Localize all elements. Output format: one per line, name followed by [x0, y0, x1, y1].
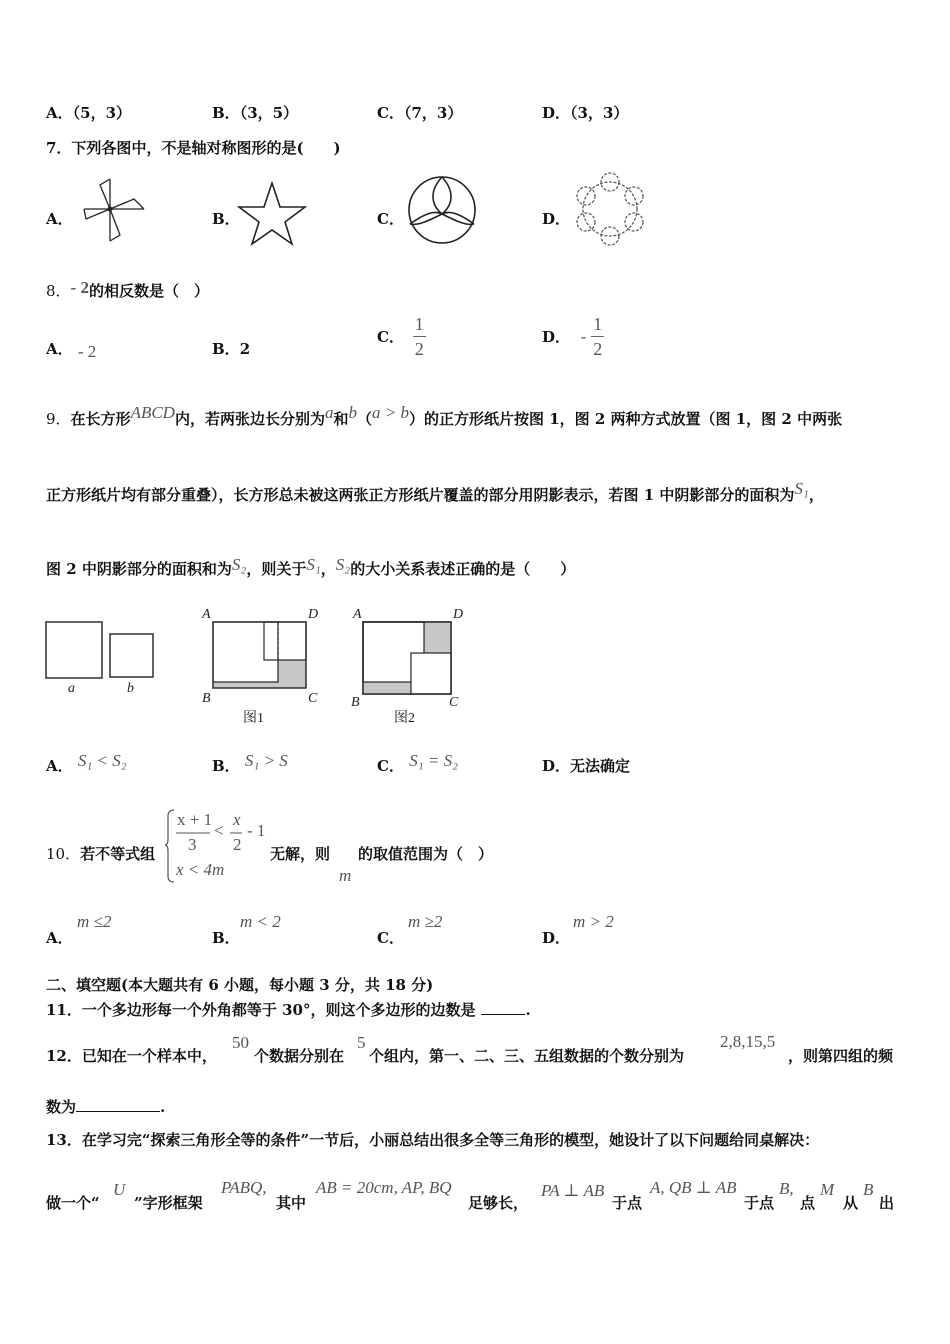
svg-text:b: b	[127, 681, 134, 696]
q13-line2-e: 于点	[612, 1194, 643, 1212]
q6-option-a: A．（5，3）	[46, 104, 132, 122]
q13-perp2: A, QB ⊥ AB	[650, 1178, 737, 1197]
q9-line1: 9．在长方形ABCD内，若两张边长分别为a和b（a > b）的正方形纸片按图 1，图 2 两种方式放置（图 1，图 2 中两张	[46, 403, 843, 428]
three-petal-circle-icon	[404, 174, 480, 246]
q7-label-c: C．	[377, 210, 404, 228]
q9-figures	[40, 600, 480, 730]
pinwheel-icon	[76, 175, 148, 245]
q13-cond: AB = 20cm, AP, BQ	[316, 1178, 452, 1197]
q10-ineq1-rden: 2	[233, 835, 242, 854]
q7-label-a: A．	[46, 210, 73, 228]
q10-stem-c: 的取值范围为（ ）	[358, 845, 494, 863]
q13-line2-g: 点	[800, 1194, 816, 1212]
q12-line1-c: 个组内，第一、二、三、五组数据的个数分别为	[369, 1047, 685, 1065]
q13-line2-b: ”字形框架	[134, 1194, 203, 1212]
q13-frame: PABQ,	[221, 1178, 267, 1197]
q10-ineq1-num: x + 1	[177, 810, 213, 829]
svg-text:图1: 图1	[243, 711, 264, 726]
q8-stem: 8．- 2的相反数是（ ）	[46, 278, 209, 300]
svg-text:图2: 图2	[394, 711, 415, 726]
q13-pb: B,	[779, 1179, 794, 1198]
q10-option-d: D．	[542, 929, 571, 947]
q6-option-d: D．（3，3）	[542, 104, 629, 122]
q9-line3: 图 2 中阴影部分的面积和为S₂，则关于S₁，S₂的大小关系表述正确的是（ ）	[46, 555, 576, 578]
q10-ineq1-rnum: x	[233, 810, 241, 829]
q13-line2-a: 做一个“	[46, 1194, 100, 1212]
q7-label-d: D．	[542, 210, 571, 228]
q10-option-b: B．	[212, 929, 240, 947]
svg-text:D: D	[308, 607, 319, 622]
q11: 11．一个多边形每一个外角都等于 30°，则这个多边形的边数是 .	[46, 1001, 531, 1019]
q10-lt: <	[214, 821, 224, 840]
q13-u: U	[113, 1180, 126, 1199]
q10-var-m: m	[339, 866, 352, 885]
q10-option-a-val: m ≤2	[77, 912, 112, 931]
svg-text:a: a	[68, 681, 75, 696]
q13-line2-h: 从	[843, 1194, 859, 1212]
q13-line2-f: 于点	[744, 1194, 775, 1212]
q6-option-c: C．（7，3）	[377, 104, 463, 122]
q10-ineq1-den: 3	[188, 835, 197, 854]
q13-perp1: PA ⊥ AB	[541, 1181, 605, 1200]
q9-figure-2	[351, 607, 463, 726]
q9-line2: 正方形纸片均有部分重叠），长方形总未被这两张正方形纸片覆盖的部分用阴影表示，若图 1 中阴影部分的面积为S₁，	[46, 479, 824, 504]
svg-text:A: A	[202, 607, 211, 622]
q12-line1-a: 12．已知在一个样本中，	[46, 1047, 217, 1065]
q12-line1-d: ，则第四组的频	[788, 1047, 894, 1065]
q8-option-b: B．2	[212, 340, 251, 358]
q10-option-b-val: m < 2	[240, 912, 281, 931]
q9-square-b	[110, 634, 153, 696]
svg-text:B: B	[351, 695, 360, 710]
q13-line2-i: 出	[879, 1194, 895, 1212]
svg-text:B: B	[202, 691, 211, 706]
q13-line2-d: 足够长，	[468, 1194, 529, 1212]
q13-line1: 13．在学习完“探索三角形全等的条件”一节后，小丽总结出很多全等三角形的模型，她设计了以下问题给同桌解决：	[46, 1131, 820, 1149]
q8-option-d: D． - $\frac{1}{2}$	[542, 314, 603, 359]
q10-minus1: - 1	[247, 821, 266, 840]
q9-figure-1	[201, 607, 318, 726]
q10-option-c-val: m ≥2	[408, 912, 443, 931]
q10-option-c: C．	[377, 929, 404, 947]
q12-n: 50	[232, 1033, 249, 1052]
svg-text:C: C	[449, 695, 459, 710]
q7-stem: 7．下列各图中，不是轴对称图形的是( )	[46, 139, 341, 157]
q7-label-b: B．	[212, 210, 240, 228]
q12-line2: 数为 .	[46, 1098, 166, 1116]
q9-square-a	[46, 622, 102, 696]
q12-list: 2,8,15,5	[720, 1032, 776, 1051]
q6-option-b: B．（3，5）	[212, 104, 299, 122]
q8-option-c: C． $\frac{1}{2}$	[377, 314, 424, 359]
q13-pm: M	[820, 1180, 835, 1199]
flower-ring-icon	[570, 170, 650, 248]
q8-option-a: A． - 2	[46, 340, 97, 361]
q10-ineq2: x < 4m	[176, 860, 225, 879]
svg-text:A: A	[353, 607, 362, 622]
q10-option-d-val: m > 2	[573, 912, 614, 931]
svg-text:D: D	[453, 607, 464, 622]
section-2-title: 二、填空题(本大题共有 6 小题，每小题 3 分，共 18 分)	[46, 976, 434, 994]
q12-line1-b: 个数据分别在	[254, 1047, 345, 1065]
star-icon	[236, 180, 308, 246]
q13-pb2: B	[863, 1180, 874, 1199]
q9-option-b: B． S₁ > S	[212, 751, 288, 775]
q10-stem-a: 10．若不等式组	[46, 845, 156, 863]
q10-stem-b: 无解，则	[270, 845, 331, 863]
q9-option-c: C． S₁ = S₂	[377, 751, 458, 775]
q9-option-d: D．无法确定	[542, 757, 631, 775]
q9-option-a: A． S₁ < S₂	[46, 751, 127, 775]
q12-k: 5	[357, 1033, 366, 1052]
q13-line2-c: 其中	[276, 1194, 307, 1212]
svg-text:C: C	[308, 691, 318, 706]
q10-option-a: A．	[46, 929, 73, 947]
